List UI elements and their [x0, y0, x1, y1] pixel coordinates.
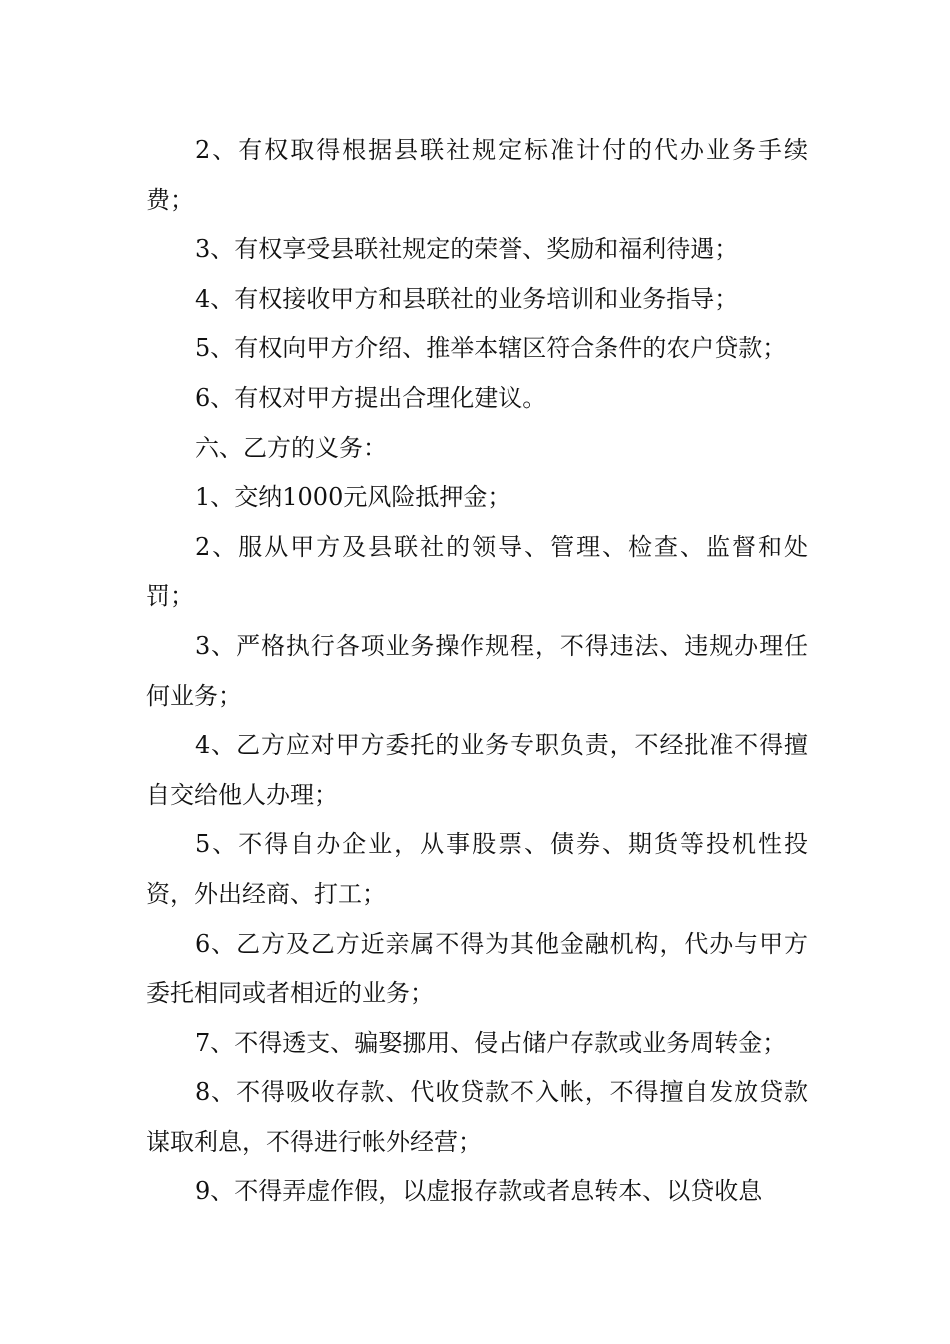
paragraph-obligation-3: 3、严格执行各项业务操作规程，不得违法、违规办理任何业务； — [146, 631, 808, 710]
paragraph-right-3: 3、有权享受县联社规定的荣誉、奖励和福利待遇； — [195, 235, 739, 264]
paragraph-right-4: 4、有权接收甲方和县联社的业务培训和业务指导； — [195, 284, 739, 313]
paragraph-obligation-5: 5、不得自办企业，从事股票、债券、期货等投机性投资，外出经商、打工； — [146, 830, 808, 908]
paragraph-right-2: 2、有权取得根据县联社规定标准计付的代办业务手续费； — [146, 136, 808, 214]
paragraph-obligation-8: 8、不得吸收存款、代收贷款不入帐，不得擅自发放贷款谋取利息，不得进行帐外经营； — [146, 1078, 808, 1156]
paragraph-obligation-1: 1、交纳1000元风险抵押金； — [195, 483, 512, 512]
paragraph-obligation-9: 9、不得弄虚作假，以虚报存款或者息转本、以贷收息 — [195, 1177, 763, 1206]
paragraph-obligation-2: 2、服从甲方及县联社的领导、管理、检查、监督和处罚； — [146, 532, 808, 611]
paragraph-obligation-4: 4、乙方应对甲方委托的业务专职负责，不经批准不得擅自交给他人办理； — [146, 731, 808, 809]
paragraph-obligation-7: 7、不得透支、骗娶挪用、侵占储户存款或业务周转金； — [195, 1028, 787, 1057]
paragraph-right-6: 6、有权对甲方提出合理化建议。 — [195, 383, 547, 412]
section-heading-obligations: 六、乙方的义务： — [195, 433, 387, 462]
paragraph-right-5: 5、有权向甲方介绍、推举本辖区符合条件的农户贷款； — [195, 334, 787, 363]
document-body — [146, 126, 808, 1217]
paragraph-obligation-6: 6、乙方及乙方近亲属不得为其他金融机构，代办与甲方委托相同或者相近的业务； — [146, 929, 808, 1008]
